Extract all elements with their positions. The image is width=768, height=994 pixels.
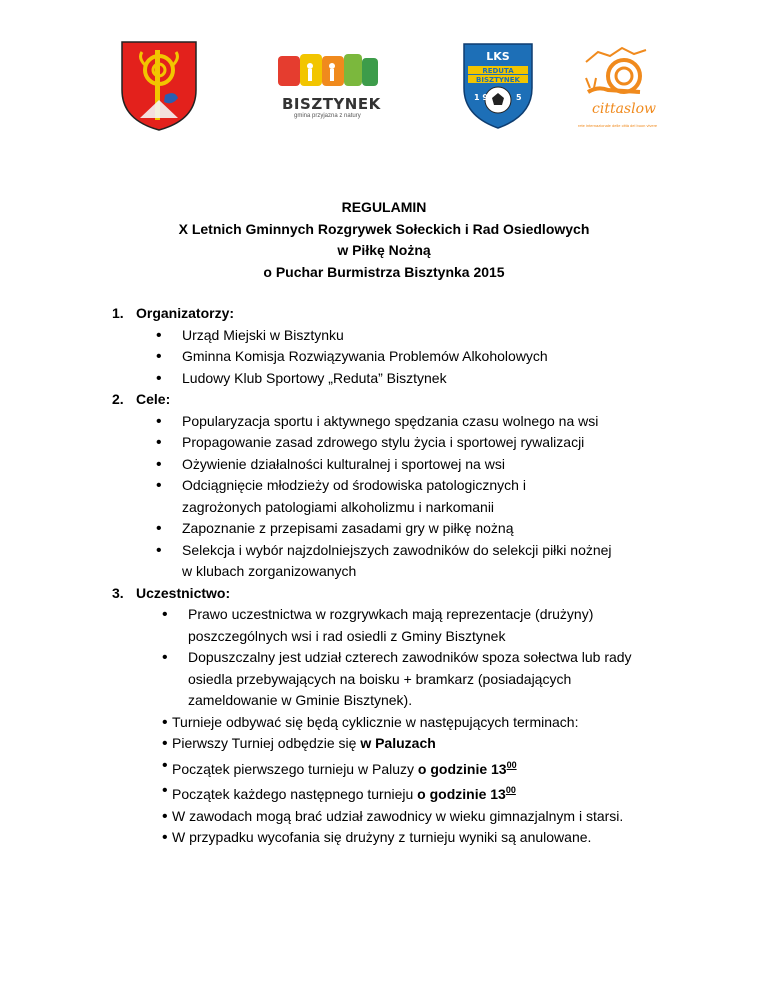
item-bold: w Paluzach — [360, 735, 436, 751]
list-item: • Turnieje odbywać się będą cyklicznie w następujących terminach: — [112, 712, 652, 734]
heading-line3: w Piłkę Nożną — [337, 242, 431, 258]
item-bold: o godzinie 13 — [417, 786, 506, 802]
list-item: • Dopuszczalny jest udział czterech zawodników spoza sołectwa lub rady osiedla przebywających na boisku + bramkarz (posiadających zameldowanie w Gminie Bisztynek). — [112, 647, 652, 712]
lks-band2-text: BISZTYNEK — [476, 76, 520, 84]
list-item: • Prawo uczestnictwa w rozgrywkach mają reprezentacje (drużyny) poszczególnych wsi i rad osiedli z Gminy Bisztynek — [112, 604, 652, 647]
section-title-text: Uczestnictwo: — [136, 584, 231, 601]
document-heading — [0, 197, 768, 283]
list-item: • Zapoznanie z przepisami zasadami gry w piłkę nożną — [112, 518, 632, 540]
section-title-text: Organizatorzy: — [136, 305, 235, 321]
participation-list-b — [112, 712, 652, 849]
lks-reduta-logo — [458, 40, 538, 130]
list-item — [112, 780, 652, 806]
bisztynek-logo-tagline: gmina przyjazna z natury — [294, 113, 361, 119]
bisztynek-logo — [276, 50, 386, 125]
regulations-body — [112, 303, 652, 849]
section-number: 1. — [112, 305, 124, 321]
list-item: • W przypadku wycofania się drużyny z turnieju wyniki są anulowane. — [112, 827, 652, 849]
list-item: • W zawodach mogą brać udział zawodnicy w wieku gimnazjalnym i starsi. — [112, 806, 652, 828]
list-item: • Urząd Miejski w Bisztynku — [112, 325, 652, 347]
list-item: • Odciągnięcie młodzieży od środowiska patologicznych i zagrożonych patologiami alkoholizmu i narkomanii — [112, 475, 632, 518]
time-superscript: 00 — [505, 785, 516, 795]
list-item: • Popularyzacja sportu i aktywnego spędzania czasu wolnego na wsi — [112, 411, 632, 433]
item-text: Początek każdego następnego turnieju — [172, 786, 418, 802]
coat-of-arms-logo — [120, 40, 198, 132]
item-text: Początek pierwszego turnieju w Paluzy — [172, 760, 418, 777]
heading-line1: REGULAMIN — [341, 199, 427, 215]
heading-line4: o Puchar Burmistrza Bisztynka 2015 — [263, 263, 505, 280]
section-title-text: Cele: — [136, 391, 171, 407]
logo-bar — [0, 0, 768, 140]
time-superscript: 00 — [506, 759, 517, 770]
section-goals-title — [112, 389, 652, 411]
cittaslow-tagline: rete internazionale delle città del buon vivere — [578, 123, 658, 128]
section-participation-title — [112, 583, 652, 605]
list-item: • Selekcja i wybór najzdolniejszych zawodników do selekcji piłki nożnej w klubach zorganizowanych — [112, 540, 632, 583]
lks-year-left: 1 9 — [474, 93, 488, 102]
section-organizers-title — [112, 303, 652, 325]
heading-line2: X Letnich Gminnych Rozgrywek Sołeckich i Rad Osiedlowych — [178, 220, 590, 237]
list-item: • Gminna Komisja Rozwiązywania Problemów Alkoholowych — [112, 346, 652, 368]
list-item: • Propagowanie zasad zdrowego stylu życia i sportowej rywalizacji — [112, 432, 632, 454]
item-bold: o godzinie 13 — [417, 760, 507, 777]
lks-year-right: 5 — [516, 93, 522, 102]
list-item: • Ożywienie działalności kulturalnej i sportowej na wsi — [112, 454, 632, 476]
lks-top-text: LKS — [486, 50, 510, 63]
organizers-list — [112, 325, 652, 390]
puzzle-icon — [276, 50, 380, 90]
section-number: 2. — [112, 391, 124, 407]
list-item — [112, 755, 652, 781]
participation-list-a — [112, 604, 652, 712]
snail-icon — [578, 42, 658, 96]
cittaslow-logo — [578, 42, 658, 130]
bisztynek-logo-text: BISZTYNEK — [282, 95, 381, 113]
goals-list — [112, 411, 632, 583]
lks-band1-text: REDUTA — [482, 67, 514, 75]
cittaslow-text: cittaslow — [592, 101, 656, 117]
section-number: 3. — [112, 584, 124, 601]
list-item — [112, 733, 652, 755]
item-text: Pierwszy Turniej odbędzie się — [172, 735, 361, 751]
list-item: • Ludowy Klub Sportowy „Reduta” Bisztynek — [112, 368, 652, 390]
